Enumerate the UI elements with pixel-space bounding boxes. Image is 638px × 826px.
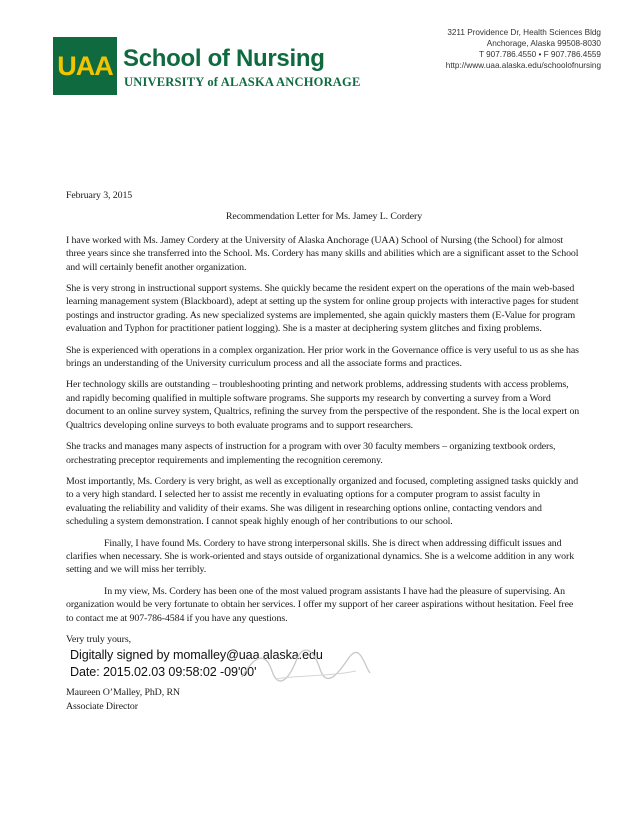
- paragraph-technology: Her technology skills are outstanding – troubleshooting printing and network problems, addressing students with access problems, and rapidly becoming qualified in multiple software programs. She supports my research by converting a survey from a Word document to an online survey system, Qualtrics, refining the survey from the perspective of the respondent. She is the local expert on Qualtrics developing online surveys to both evaluate programs and to support researchers.: [66, 379, 580, 431]
- phone-fax-line: T 907.786.4550 • F 907.786.4559: [479, 50, 601, 59]
- digital-signature-date: Date: 2015.02.03 09:58:02 -09'00': [70, 665, 257, 680]
- signature-scribble-icon: [236, 647, 376, 685]
- address-block: [446, 27, 601, 71]
- digital-signature-signer: Digitally signed by momalley@uaa.alaska.edu: [70, 648, 323, 663]
- paragraph-instruction-management: She tracks and manages many aspects of instruction for a program with over 30 faculty members – organizing textbook orders, orchestrating preceptor requirements and implementing the recognition ceremony.: [66, 441, 556, 466]
- closing: Very truly yours,: [66, 633, 131, 645]
- uaa-logo: [53, 37, 117, 95]
- letter-subject: Recommendation Letter for Ms. Jamey L. Cordery: [225, 211, 423, 223]
- address-line: Anchorage, Alaska 99508-8030: [486, 39, 601, 48]
- letter-date: February 3, 2015: [66, 190, 133, 201]
- signer-title: Associate Director: [66, 700, 138, 712]
- letter-body: [66, 189, 582, 713]
- paragraph-abilities: Most importantly, Ms. Cordery is very bright, as well as exceptionally organized and focused, completing assigned tasks quickly and to a very high standard. I selected her to assist me recently in evaluating options for a computer program to assist faculty in evaluating the reliability and validity of their exams. She was diligent in researching options online, contacting vendors and scheduling a system demonstration. I cannot speak highly enough of her contributions to our school.: [66, 475, 579, 528]
- letterhead: [0, 0, 638, 110]
- signer-block: [66, 686, 582, 713]
- paragraph-conclusion: In my view, Ms. Cordery has been one of the most valued program assistants I have had the pleasure of supervising. An organization would be very fortunate to obtain her services. I offer my support of her career aspirations without hesitation. Feel free to contact me at 907-786-4584 if you have any questions.: [66, 585, 574, 624]
- digital-signature[interactable]: [66, 647, 582, 683]
- paragraph-instructional-support: She is very strong in instructional support systems. She quickly became the resident expert on the operations of the main web-based learning management system (Blackboard), adept at setting up the system for online group projects with interactive pages for student postings and instructor grading. As new specialized systems are implemented, she again quickly masters them (E-Value for program evaluation and Typhon for practitioner patient logging). She is a master at deciphering system glitches and fixing problems.: [66, 283, 579, 335]
- paragraph-intro: I have worked with Ms. Jamey Cordery at the University of Alaska Anchorage (UAA) School of Nursing (the School) for almost three years since she transferred into the School. Ms. Cordery has many skills and abilities which are a significant asset to the School and will certainly benefit another organization.: [66, 234, 579, 273]
- school-name: School of Nursing: [123, 45, 325, 72]
- paragraph-interpersonal: Finally, I have found Ms. Cordery to have strong interpersonal skills. She is direct when addressing difficult issues and clarifies when necessary. She is work-oriented and stays outside of organizational dynamics. She is a welcome addition in any work setting and we will miss her terribly.: [66, 537, 575, 576]
- uaa-logo-mark: UAA: [57, 50, 113, 81]
- website-link[interactable]: http://www.uaa.alaska.edu/schoolofnursing: [445, 61, 601, 70]
- signer-name: Maureen O’Malley, PhD, RN: [66, 687, 180, 699]
- university-name: UNIVERSITY of ALASKA ANCHORAGE: [124, 75, 361, 89]
- paragraph-operations: She is experienced with operations in a complex organization. Her prior work in the Governance office is very useful to us as she has brings an understanding of the University curriculum process and all the associate forms and practices.: [66, 344, 579, 370]
- address-line: 3211 Providence Dr, Health Sciences Bldg: [447, 28, 601, 37]
